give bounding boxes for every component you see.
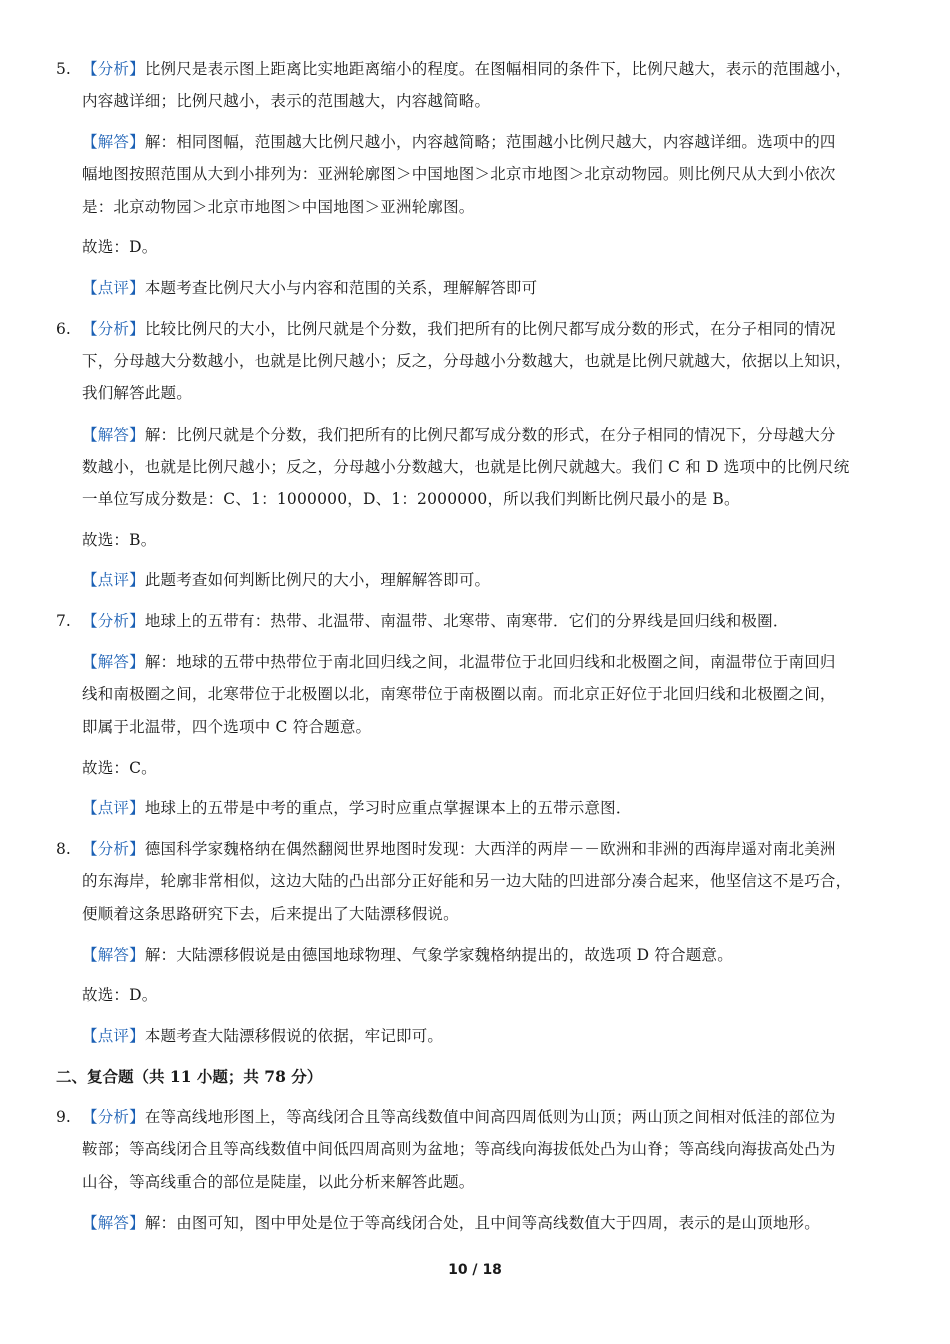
answer-text: 解：由图可知，图中甲处是位于等高线闭合处，且中间等高线数值大于四周，表示的是山顶地形。 bbox=[144, 1214, 820, 1232]
q6-comment bbox=[82, 569, 902, 591]
analysis-text: 在等高线地形图上，等高线闭合且等高线数值中间高四周低则为山顶；两山顶之间相对低洼的部位为 bbox=[144, 1108, 836, 1126]
page-number: 10 / 18 bbox=[448, 1262, 502, 1278]
question-number: 9. bbox=[56, 1108, 71, 1126]
q8-analysis-line-2: 的东海岸，轮廓非常相似，这边大陆的凸出部分正好能和另一边大陆的凹进部分凑合起来，他坚信这不是巧合， bbox=[82, 872, 852, 890]
answer-text: 解：大陆漂移假说是由德国地球物理、气象学家魏格纳提出的，故选项 D 符合题意。 bbox=[144, 946, 733, 964]
q8-comment bbox=[82, 1025, 902, 1047]
answer-tag: 【解答】 bbox=[82, 1214, 145, 1232]
q6-answer-line-2: 数越小，也就是比例尺越小；反之，分母越小分数越大，也就是比例尺就越大。我们 C 和 D 选项中的比例尺统 bbox=[82, 458, 850, 476]
q8-analysis-line-3: 便顺着这条思路研究下去，后来提出了大陆漂移假说。 bbox=[82, 905, 459, 923]
comment-text: 本题考查大陆漂移假说的依据，牢记即可。 bbox=[144, 1027, 444, 1045]
comment-text: 地球上的五带是中考的重点，学习时应重点掌握课本上的五带示意图． bbox=[144, 799, 632, 817]
q7-comment bbox=[82, 797, 902, 819]
question-number: 6. bbox=[56, 320, 71, 338]
question-number: 5. bbox=[56, 60, 71, 78]
q9-analysis-line-1 bbox=[82, 1106, 902, 1128]
question-number: 8. bbox=[56, 840, 71, 858]
answer-text: 解：相同图幅，范围越大比例尺越小，内容越简略；范围越小比例尺越大，内容越详细。选项中的四 bbox=[144, 133, 836, 151]
analysis-tag: 【分析】 bbox=[82, 1108, 145, 1126]
analysis-text: 比较比例尺的大小，比例尺就是个分数，我们把所有的比例尺都写成分数的形式，在分子相同的情况 bbox=[144, 320, 836, 338]
q6-analysis-line-1 bbox=[82, 318, 902, 340]
comment-text: 此题考查如何判断比例尺的大小，理解解答即可。 bbox=[144, 571, 491, 589]
q9-answer-line-1 bbox=[82, 1212, 902, 1234]
q5-analysis-line-2: 内容越详细；比例尺越小，表示的范围越大，内容越简略。 bbox=[82, 92, 491, 110]
comment-tag: 【点评】 bbox=[82, 799, 145, 817]
comment-tag: 【点评】 bbox=[82, 1027, 145, 1045]
q6-analysis-line-3: 我们解答此题。 bbox=[82, 384, 192, 402]
q7-choice: 故选：C。 bbox=[82, 759, 157, 777]
q6-choice: 故选：B。 bbox=[82, 531, 157, 549]
q7-answer-line-3: 即属于北温带，四个选项中 C 符合题意。 bbox=[82, 718, 372, 736]
q6-answer-line-3: 一单位写成分数是：C、1：1000000，D、1：2000000，所以我们判断比例尺最小的是 B。 bbox=[82, 490, 740, 508]
analysis-text: 比例尺是表示图上距离比实地距离缩小的程度。在图幅相同的条件下，比例尺越大，表示的范围越小， bbox=[144, 60, 852, 78]
q7-analysis-line-1 bbox=[82, 610, 902, 632]
comment-tag: 【点评】 bbox=[82, 279, 145, 297]
answer-tag: 【解答】 bbox=[82, 133, 145, 151]
comment-tag: 【点评】 bbox=[82, 571, 145, 589]
q7-answer-line-2: 线和南极圈之间，北寒带位于北极圈以北，南寒带位于南极圈以南。而北京正好位于北回归线和北极圈之间， bbox=[82, 685, 836, 703]
q8-choice: 故选：D。 bbox=[82, 986, 158, 1004]
q5-analysis-line-1 bbox=[82, 58, 902, 80]
q5-comment bbox=[82, 277, 902, 299]
answer-tag: 【解答】 bbox=[82, 426, 145, 444]
answer-text: 解：比例尺就是个分数，我们把所有的比例尺都写成分数的形式，在分子相同的情况下，分母越大分 bbox=[144, 426, 836, 444]
answer-tag: 【解答】 bbox=[82, 653, 145, 671]
q5-choice: 故选：D。 bbox=[82, 238, 158, 256]
q6-answer-line-1 bbox=[82, 424, 902, 446]
q8-analysis-line-1 bbox=[82, 838, 902, 860]
q5-answer-line-3: 是：北京动物园＞北京市地图＞中国地图＞亚洲轮廓图。 bbox=[82, 198, 475, 216]
q7-answer-line-1 bbox=[82, 651, 902, 673]
analysis-text: 德国科学家魏格纳在偶然翻阅世界地图时发现：大西洋的两岸－－欧洲和非洲的西海岸遥对南北美洲 bbox=[144, 840, 836, 858]
q8-answer-line-1 bbox=[82, 944, 902, 966]
question-number: 7. bbox=[56, 612, 71, 630]
q9-analysis-line-2: 鞍部；等高线闭合且等高线数值中间低四周高则为盆地；等高线向海拔低处凸为山脊；等高线向海拔高处凸为 bbox=[82, 1140, 836, 1158]
section-heading: 二、复合题（共 11 小题；共 78 分） bbox=[56, 1067, 323, 1086]
q5-answer-line-2: 幅地图按照范围从大到小排列为：亚洲轮廓图＞中国地图＞北京市地图＞北京动物园。则比例尺从大到小依次 bbox=[82, 165, 836, 183]
answer-text: 解：地球的五带中热带位于南北回归线之间，北温带位于北回归线和北极圈之间，南温带位于南回归 bbox=[144, 653, 836, 671]
q5-answer-line-1 bbox=[82, 131, 902, 153]
analysis-tag: 【分析】 bbox=[82, 612, 145, 630]
analysis-tag: 【分析】 bbox=[82, 60, 145, 78]
answer-tag: 【解答】 bbox=[82, 946, 145, 964]
analysis-text: 地球上的五带有：热带、北温带、南温带、北寒带、南寒带．它们的分界线是回归线和极圈． bbox=[144, 612, 789, 630]
q6-analysis-line-2: 下，分母越大分数越小，也就是比例尺越小；反之，分母越小分数越大，也就是比例尺就越大，依据以上知识， bbox=[82, 352, 852, 370]
analysis-tag: 【分析】 bbox=[82, 840, 145, 858]
comment-text: 本题考查比例尺大小与内容和范围的关系，理解解答即可 bbox=[144, 279, 538, 297]
q9-analysis-line-3: 山谷，等高线重合的部位是陡崖，以此分析来解答此题。 bbox=[82, 1173, 475, 1191]
analysis-tag: 【分析】 bbox=[82, 320, 145, 338]
